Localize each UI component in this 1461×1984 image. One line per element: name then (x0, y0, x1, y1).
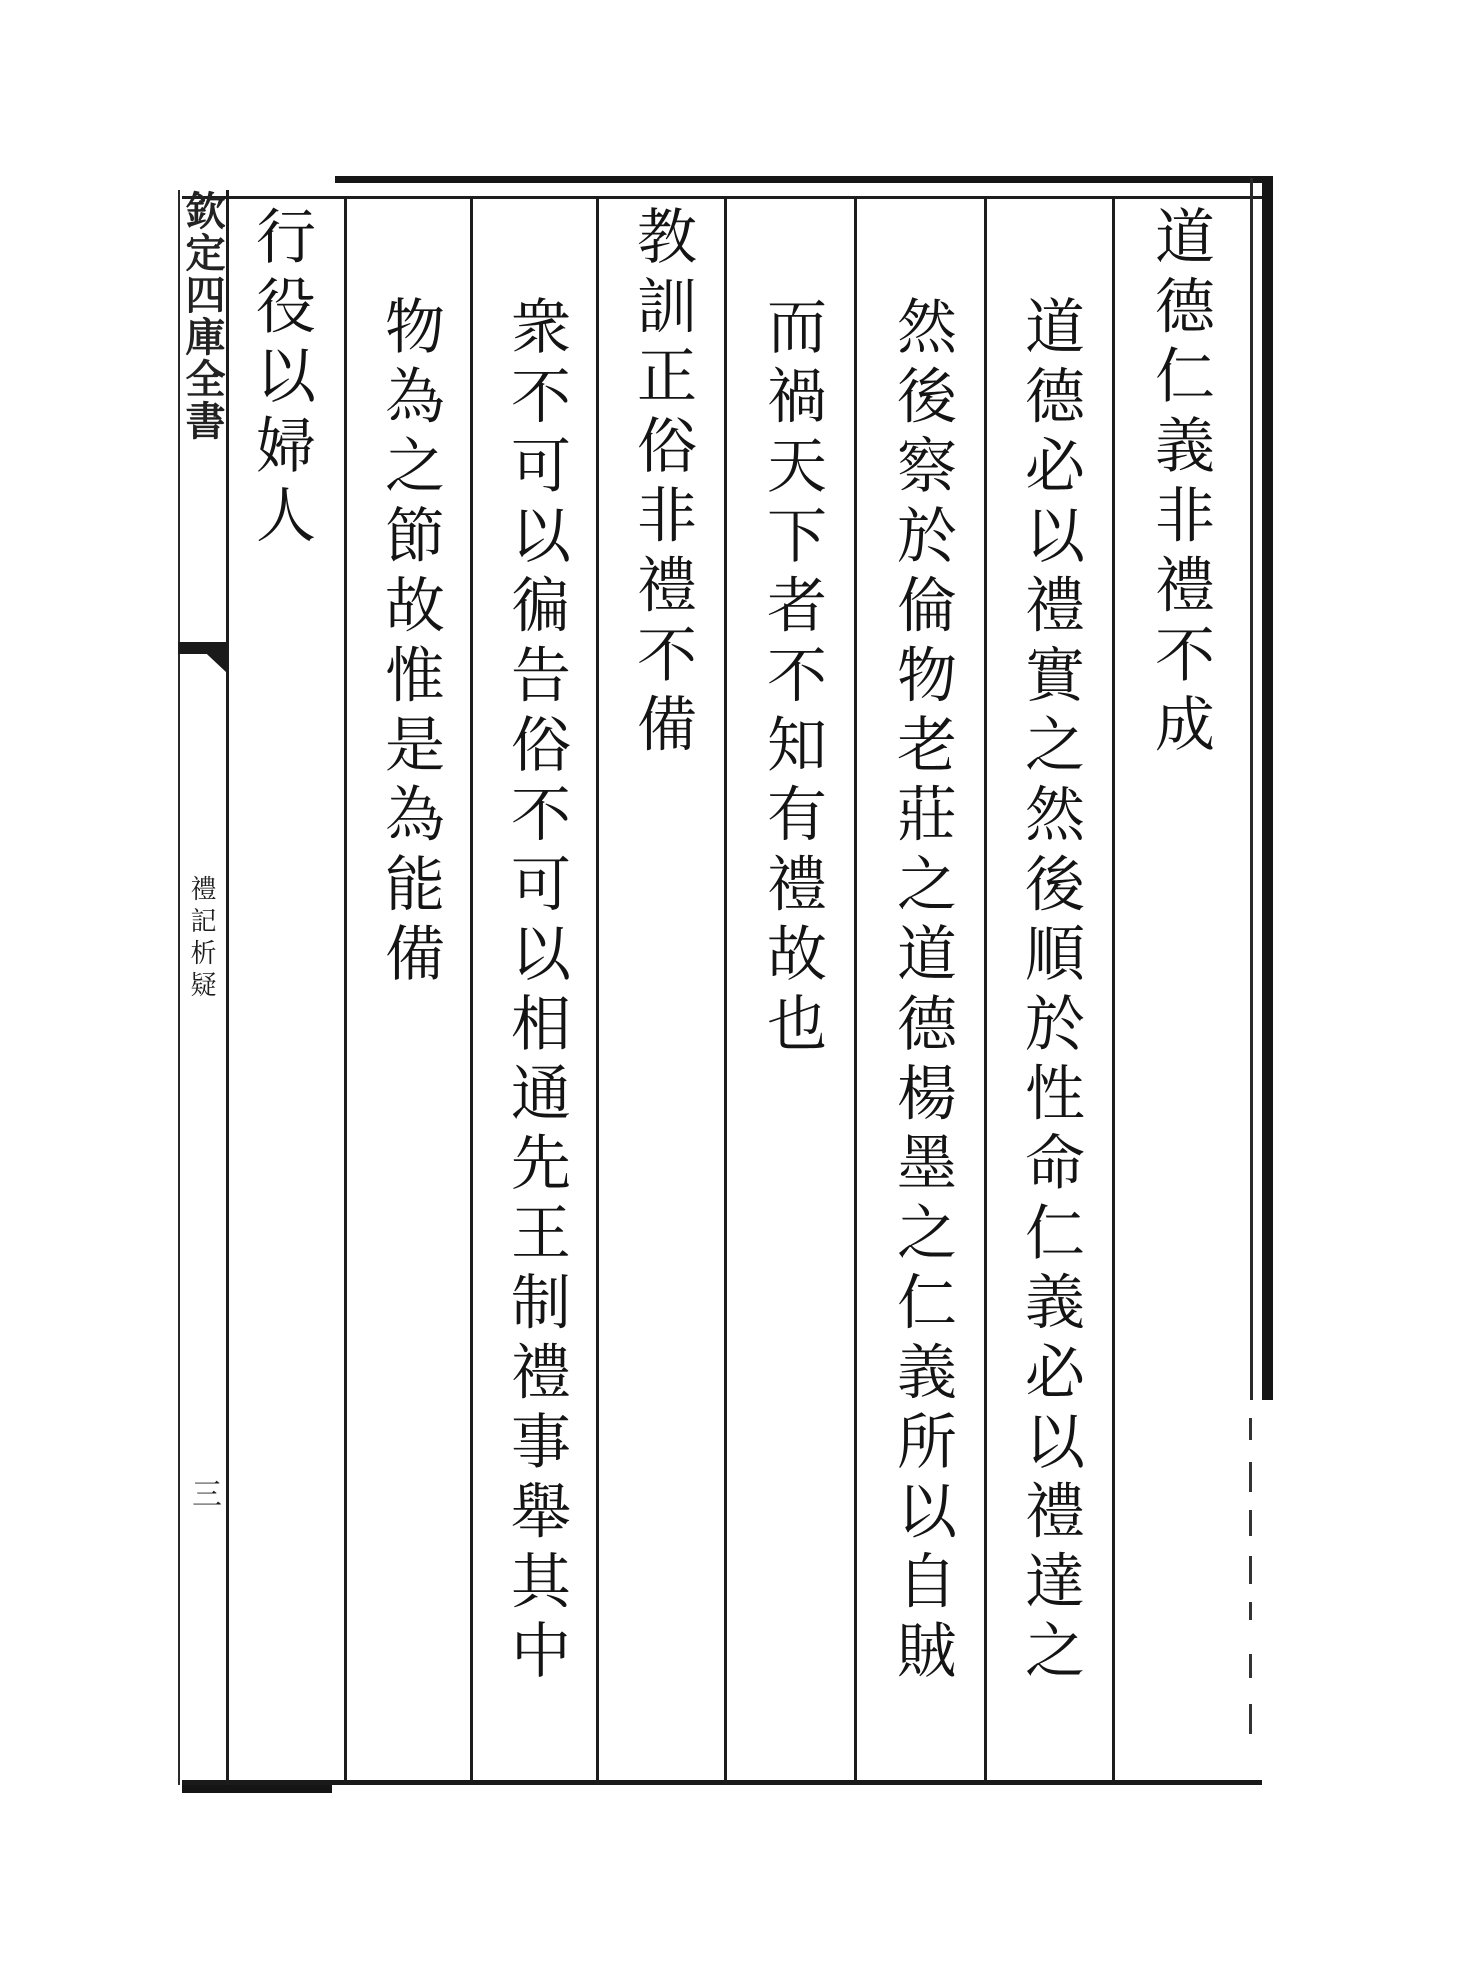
page-number: 三 (186, 1478, 221, 1508)
column-rule (344, 197, 347, 1782)
frame-bottom-thick-border (182, 1785, 332, 1793)
bleed-mark (1249, 1510, 1252, 1536)
margin-title: 欽定四庫全書 (179, 190, 226, 442)
text-column-5: 教訓正俗非禮不備 (627, 205, 697, 763)
column-rule (1112, 197, 1115, 1782)
text-column-4: 而禍天下者不知有禮故也 (757, 295, 827, 1062)
column-rule (470, 197, 473, 1782)
text-column-7: 物為之節故惟是為能備 (375, 295, 445, 992)
column-rule (854, 197, 857, 1782)
bleed-mark (1249, 1556, 1252, 1584)
text-column-8: 行役以婦人 (246, 205, 316, 554)
bleed-mark (1249, 1462, 1252, 1492)
column-rule (984, 197, 987, 1782)
bleed-mark (1249, 1602, 1252, 1620)
column-rule (724, 197, 727, 1782)
book-title: 禮記析疑 (186, 875, 216, 1003)
bleed-mark (1249, 1704, 1252, 1734)
frame-right-inner-border (1250, 178, 1253, 1400)
text-column-1: 道德仁義非禮不成 (1145, 205, 1215, 763)
frame-right-border (1262, 178, 1273, 1400)
bleed-mark (1249, 1654, 1252, 1678)
text-column-6: 衆不可以徧告俗不可以相通先王制禮事舉其中 (501, 295, 571, 1689)
frame-top-border (335, 176, 1273, 183)
text-column-3: 然後察於倫物老莊之道德楊墨之仁義所以自賊 (887, 295, 957, 1689)
text-column-2: 道德必以禮實之然後順於性命仁義必以禮達之 (1015, 295, 1085, 1689)
column-rule (596, 197, 599, 1782)
bleed-mark (1249, 1418, 1252, 1440)
